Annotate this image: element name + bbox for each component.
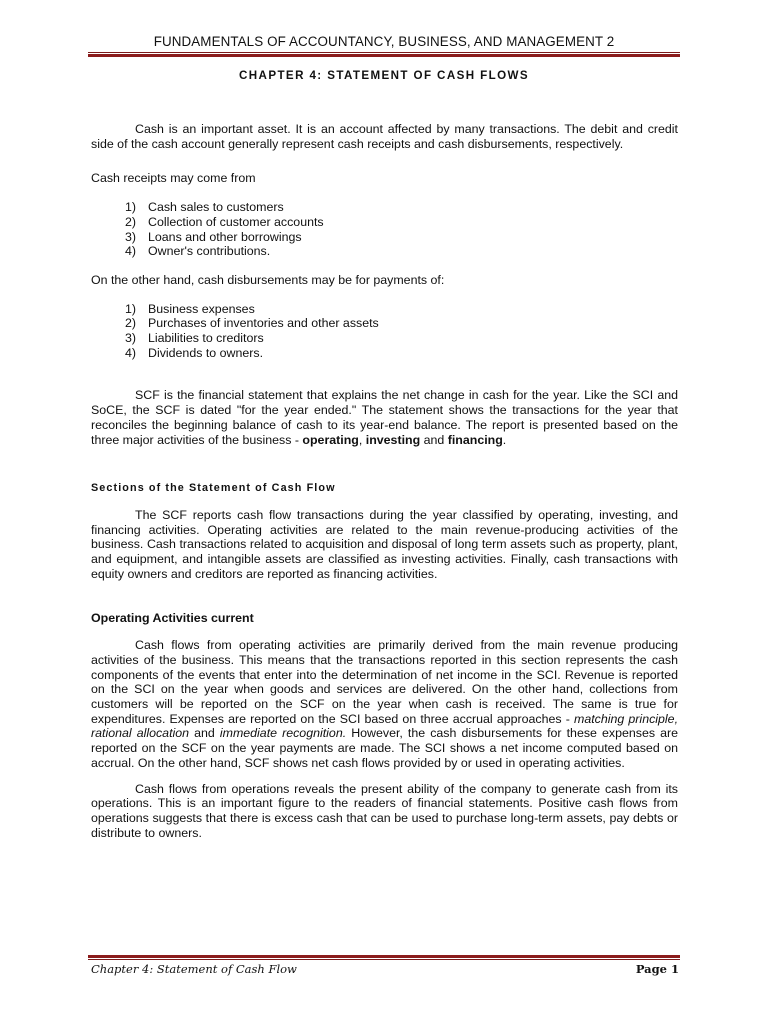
list-item: 3) Loans and other borrowings (125, 229, 302, 244)
receipts-lead: Cash receipts may come from (91, 171, 256, 186)
intro-paragraph: Cash is an important asset. It is an account affected by many transactions. The debit and credit side of the cash account generally represent cash receipts and cash disbursements, respectively. (91, 122, 678, 151)
list-item: 2) Collection of customer accounts (125, 214, 324, 229)
header-rule (88, 52, 680, 57)
list-item: 2) Purchases of inventories and other assets (125, 316, 379, 331)
page-number: Page 1 (635, 962, 679, 976)
list-item: 4) Dividends to owners. (125, 345, 264, 360)
list-item: 3) Liabilities to creditors (125, 331, 264, 346)
list-item: 1) Business expenses (125, 301, 255, 316)
running-header: FUNDAMENTALS OF ACCOUNTANCY, BUSINESS, AND MANAGEMENT 2 (153, 34, 615, 49)
receipts-list (91, 200, 678, 259)
operating-heading: Operating Activities current (91, 611, 254, 626)
list-item: 4) Owner's contributions. (125, 244, 271, 259)
operating-paragraph-2: Cash flows from operations reveals the present ability of the company to generate cash from its operations. This is an important figure to the readers of financial statements. Positive cash flows from operations suggests that there is excess cash that can be used to purchase long-term assets, pay debts or distribute to owners. (91, 781, 678, 840)
scf-paragraph: SCF is the financial statement that explains the net change in cash for the year. Like the SCI and SoCE, the SCF is dated "for the year ended." The statement shows the transactions for the year that reconciles the beginning balance of cash to its year-end balance. The report is presented based on the three major activities of the business - operating, investing and financing. (91, 388, 678, 447)
disbursements-list (91, 302, 678, 361)
section-heading: Sections of the Statement of Cash Flow (91, 482, 336, 495)
operating-paragraph-1: Cash flows from operating activities are primarily derived from the main revenue producing activities of the business. This means that the transactions reported in this section represents the cash components of the events that enter into the determination of net income in the SCI. Revenue is reported on the SCI on the year when goods and services are delivered. On the other hand, collections from customers will be reported on the SCF on the year when cash is received. The same is true for expenditures. Expenses are reported on the SCI based on three accrual approaches - matching principle, rational allocation and immediate recognition. However, the cash disbursements for these expenses are reported on the SCF on the year payments are made. The SCI shows a net income computed based on accrual. On the other hand, SCF shows net cash flows provided by or used in operating activities. (91, 638, 679, 770)
list-item: 1) Cash sales to customers (125, 200, 284, 215)
disbursements-lead: On the other hand, cash disbursements may be for payments of: (91, 272, 445, 287)
footer-rule (88, 955, 680, 960)
chapter-title: CHAPTER 4: STATEMENT OF CASH FLOWS (239, 69, 529, 82)
sections-paragraph: The SCF reports cash flow transactions during the year classified by operating, investing, and financing activities. Operating activities are related to the main revenue-producing activities of the business. Cash transactions related to acquisition and disposal of long term assets such as property, plant, and equipment, and intangible assets are classified as investing activities. Finally, cash transactions with equity owners and creditors are reported as financing activities. (91, 507, 678, 581)
footer-chapter: Chapter 4: Statement of Cash Flow (91, 962, 297, 976)
body-content (91, 122, 678, 840)
